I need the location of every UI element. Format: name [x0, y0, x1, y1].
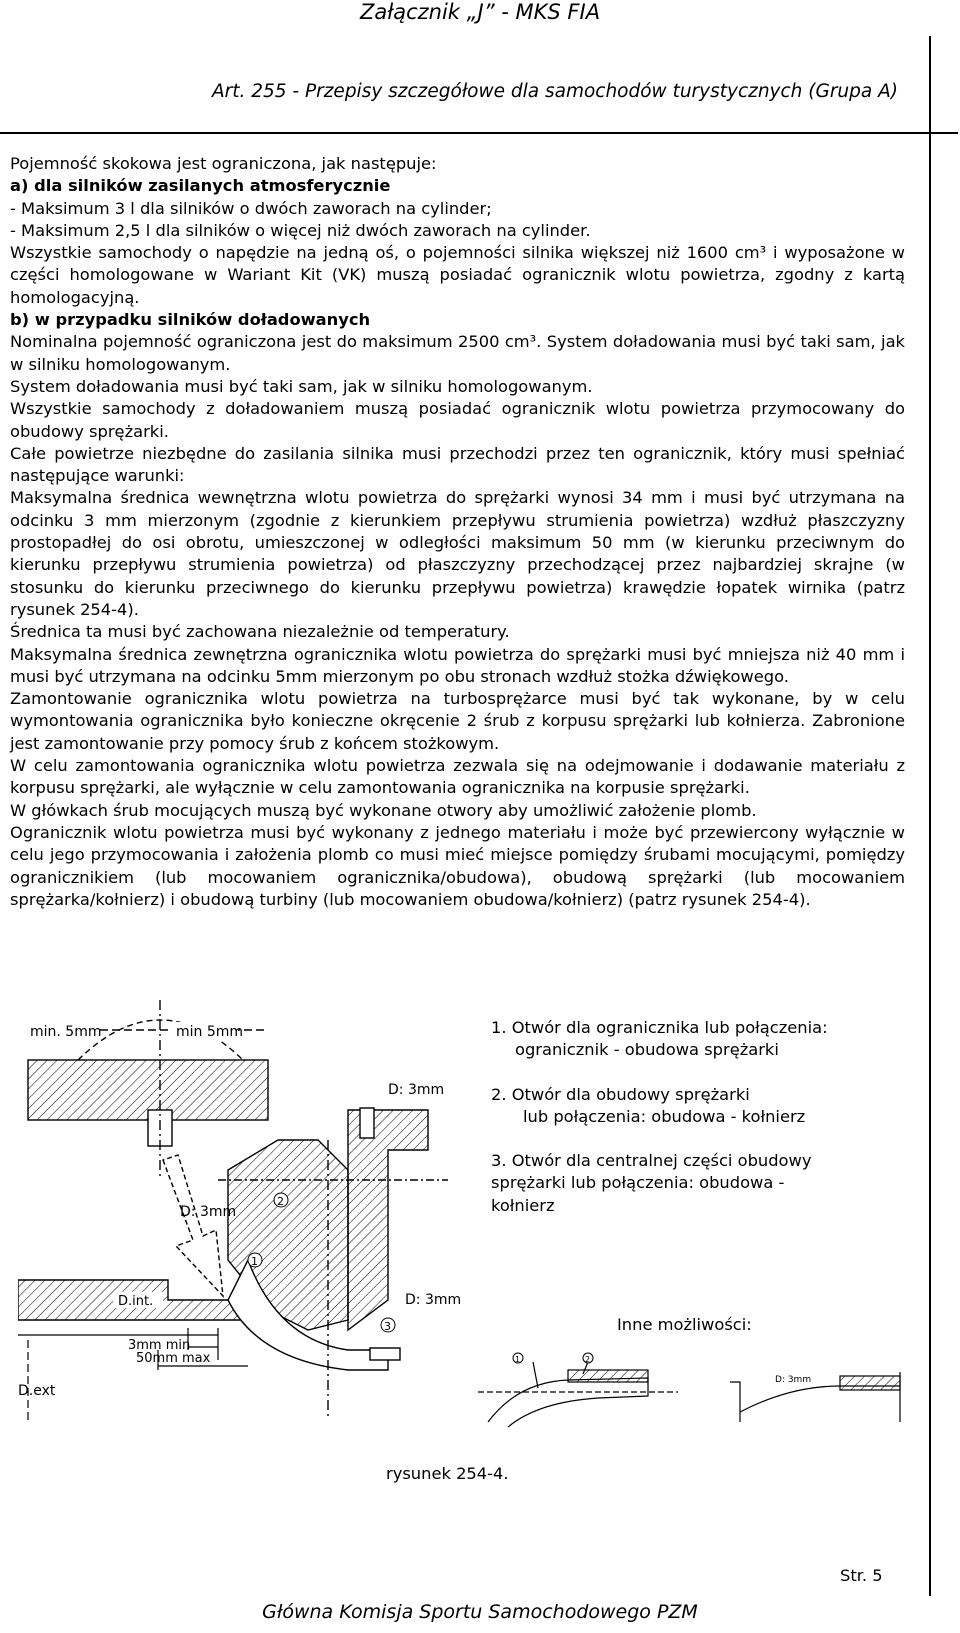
header-rule — [0, 132, 958, 134]
legend-item-3-detail: sprężarki lub połączenia: obudowa - — [491, 1173, 785, 1193]
marker-number: 2 — [585, 1355, 591, 1364]
text-line: - Maksimum 3 l dla silników o dwóch zaworach na cylinder; — [10, 198, 492, 218]
paragraph: Nominalna pojemność ograniczona jest do maksimum 2500 cm³. System doładowania musi być taki sam, jak w silniku homologowanym. — [10, 332, 905, 374]
paragraph: Zamontowanie ogranicznika wlotu powietrza na turbosprężarce musi być tak wykonane, by w celu wymontowania ogranicznika było konieczne okręcenie 2 śrub z korpusu sprężarki lub kołnierza. Zabronione jest zamontowanie przy pomocy śrub z końcem stożkowym. — [10, 689, 905, 753]
marker-number: 2 — [277, 1195, 284, 1208]
page-number: Str. 5 — [840, 1566, 883, 1585]
paragraph: Maksymalna średnica wewnętrzna wlotu powietrza do sprężarki wynosi 34 mm i musi być utrzymana na odcinku 3 mm mierzonym (zgodnie z kierunkiem przepływu strumienia powietrza) wzdłuż płaszczyzny prostopadłej do osi obrotu, umieszczonej w odległości maksimum 50 mm (w kierunku przeciwnym do kierunku przepływu strumienia powietrza) od płaszczyzny przechodzącej przez najbardziej skrajne (w stosunku do kierunku przeciwnego do kierunku przepływu powietrza) krawędzie łopatek wirnika (patrz rysunek 254-4). — [10, 488, 905, 619]
min5-label-right: min 5mm — [176, 1024, 244, 1040]
dint-label: D.int. — [118, 1294, 154, 1309]
legend-item-3: 3. Otwór dla centralnej części obudowy — [491, 1151, 812, 1171]
turbo-restrictor-drawing — [18, 1000, 478, 1430]
legend-item-1-detail: ogranicznik - obudowa sprężarki — [515, 1040, 779, 1060]
legend — [491, 1017, 911, 1217]
d3-label: D: 3mm — [775, 1375, 812, 1385]
text-line: Pojemność skokowa jest ograniczona, jak następuje: — [10, 154, 437, 173]
d3-label: D: 3mm — [405, 1292, 462, 1308]
legend-item-2: 2. Otwór dla obudowy sprężarki — [491, 1084, 750, 1104]
d3-label: D: 3mm — [180, 1204, 237, 1220]
other-options-label: Inne możliwości: — [617, 1315, 752, 1334]
paragraph: Wszystkie samochody z doładowaniem muszą posiadać ogranicznik wlotu powietrza przymocowany do obudowy sprężarki. — [10, 399, 905, 441]
compressor-housing — [18, 1108, 448, 1420]
d3-label: D: 3mm — [388, 1082, 445, 1098]
marker-number: 3 — [384, 1320, 391, 1333]
min5-label-left: min. 5mm — [30, 1024, 102, 1040]
text-line: System doładowania musi być taki sam, jak w silniku homologowanym. — [10, 376, 593, 396]
subheading-atmospheric: a) dla silników zasilanych atmosferycznie — [10, 176, 391, 196]
text-line: W główkach śrub mocujących muszą być wykonane otwory aby umożliwić założenie plomb. — [10, 800, 757, 820]
paragraph: Wszystkie samochody o napędzie na jedną oś, o pojemności silnika większej niż 1600 cm³ i wyposażone w części homologowane w Wariant Kit (VK) muszą posiadać ogranicznik wlotu powietrza, zgodny z kartą homologacyjną. — [10, 243, 905, 307]
subheading-turbo: b) w przypadku silników doładowanych — [10, 310, 371, 330]
paragraph: W celu zamontowania ogranicznika wlotu powietrza zezwala się na odejmowanie i dodawanie materiału z korpusu sprężarki, ale wyłącznie w celu zamontowania ogranicznika na korpusie sprężarki. — [10, 756, 905, 798]
marker-number: 1 — [515, 1355, 521, 1364]
paragraph: Maksymalna średnica zewnętrzna ogranicznika wlotu powietrza do sprężarki musi być mniejsza niż 40 mm i musi być utrzymana na odcinku 5mm mierzonym po obu stronach wzdłuż stożka dźwiękowego. — [10, 644, 905, 686]
footer: Główna Komisja Sportu Samochodowego PZM — [262, 1601, 698, 1623]
alternative-variant-drawing-1 — [478, 1352, 678, 1432]
article-title: Art. 255 - Przepisy szczegółowe dla samochodów turystycznych (Grupa A) — [211, 81, 898, 102]
legend-item-3-detail: kołnierz — [491, 1195, 555, 1215]
dext-label: D.ext — [18, 1383, 56, 1399]
flow-arrow-icon — [163, 1155, 223, 1296]
text-line: - Maksimum 2,5 l dla silników o więcej niż dwóch zaworach na cylinder. — [10, 220, 591, 240]
alternative-variant-drawing-2 — [730, 1352, 930, 1432]
paragraph: Całe powietrze niezbędne do zasilania silnika musi przechodzi przez ten ogranicznik, który musi spełniać następujące warunki: — [10, 443, 905, 486]
text-line: Średnica ta musi być zachowana niezależnie od temperatury. — [10, 622, 510, 642]
paragraph: Ogranicznik wlotu powietrza musi być wykonany z jednego materiału i może być przewiercony wyłącznie w celu jego przymocowania i założenia plomb co musi mieć miejsce pomiędzy śrubami mocującymi, pomiędzy ogranicznikiem (lub mocowaniem ogranicznika/obudowa), obudową sprężarki (lub mocowaniem sprężarka/kołnierz) i obudową turbiny (lub mocowaniem obudowa/kołnierz) (patrz rysunek 254-4). — [10, 822, 905, 909]
legend-item-1: 1. Otwór dla ogranicznika lub połączenia: — [491, 1018, 828, 1037]
annex-title: Załącznik „J” - MKS FIA — [359, 0, 601, 24]
regulation-text — [10, 153, 905, 911]
figure-caption: rysunek 254-4. — [386, 1464, 509, 1483]
legend-item-2-detail: lub połączenia: obudowa - kołnierz — [523, 1106, 806, 1126]
min3-label: 3mm min — [128, 1338, 191, 1353]
marker-number: 1 — [251, 1255, 258, 1268]
max50-label: 50mm max — [136, 1351, 211, 1366]
